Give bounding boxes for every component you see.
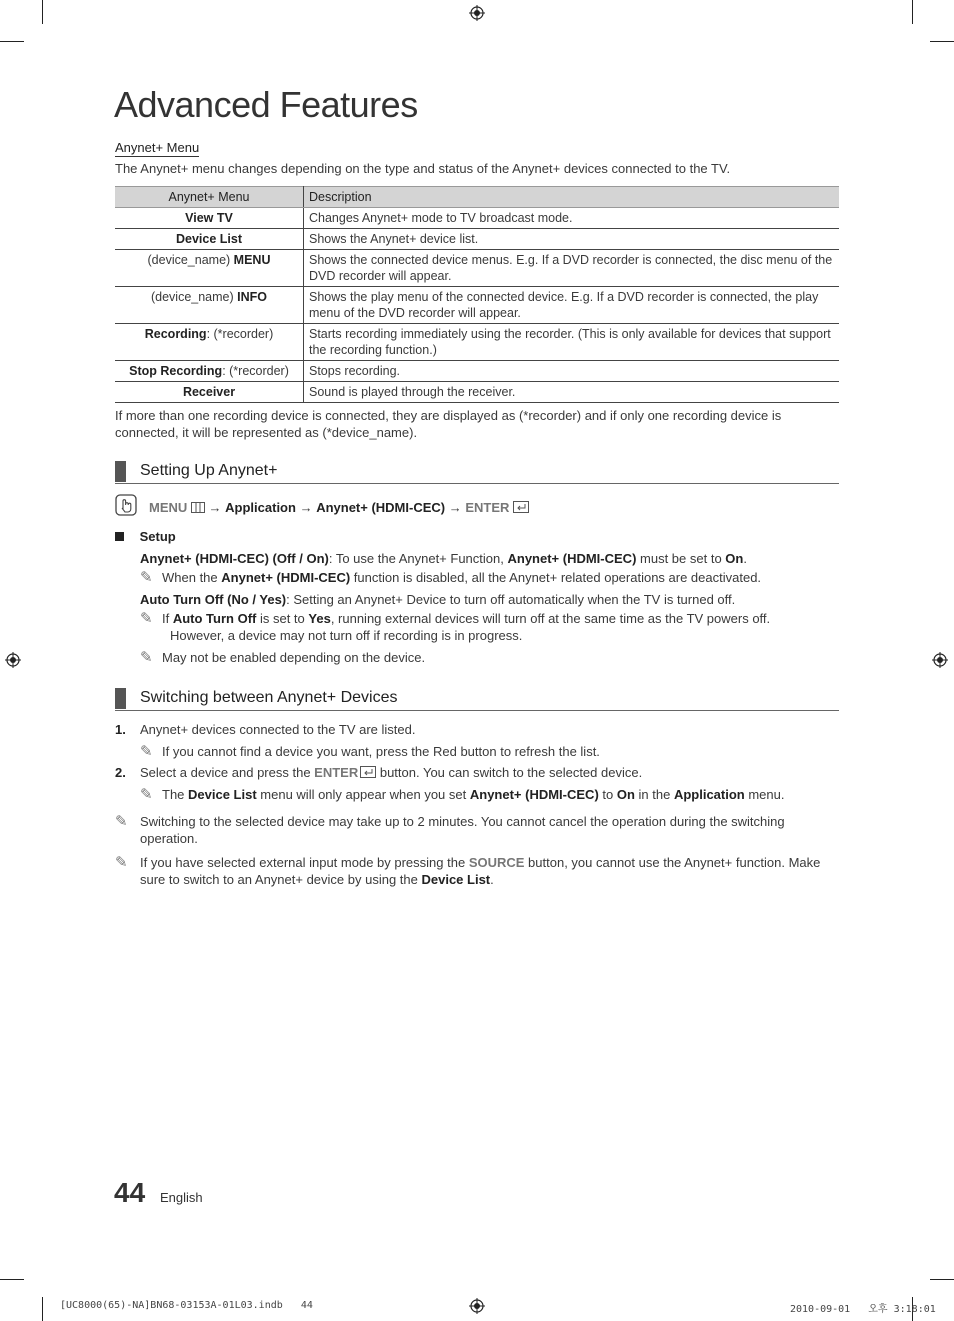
note-pencil-icon: ✎ (140, 786, 153, 803)
menu-name: View TV (185, 211, 233, 225)
registration-mark-icon (5, 652, 21, 668)
page-title: Advanced Features (114, 84, 418, 125)
crop-mark (42, 0, 43, 24)
enter-icon (360, 766, 376, 778)
section-header-setup (115, 461, 839, 484)
note-text: is set to (256, 611, 309, 626)
note-bold: Device List (421, 872, 491, 887)
note-a (115, 813, 785, 830)
menu-name: Device List (175, 232, 242, 246)
note-pencil-icon: ✎ (140, 743, 153, 760)
note-text: function is disabled, all the Anynet+ related operations are deactivated. (350, 570, 762, 585)
print-slug-right: 2010-09-01 오후 3:18:01 (790, 1304, 936, 1315)
option-bold: Anynet+ (HDMI-CEC) (507, 551, 637, 566)
note-bold: Anynet+ (HDMI-CEC) (469, 787, 599, 802)
path-anynet: Anynet+ (HDMI-CEC) (316, 500, 446, 515)
table-header: Description (304, 187, 840, 208)
enter-icon (513, 501, 529, 513)
note-bold: On (616, 787, 635, 802)
step-1-note (140, 743, 600, 760)
anynet-menu-table (115, 186, 839, 403)
remote-hand-icon (115, 494, 137, 516)
section-title: Switching between Anynet+ Devices (140, 689, 398, 706)
menu-grid-icon (191, 502, 205, 513)
crop-mark (0, 1279, 24, 1280)
option-text: must be set to (636, 551, 726, 566)
table-cell-menu (115, 382, 304, 403)
crop-mark (930, 1279, 954, 1280)
after-table-text: If more than one recording device is connected, they are displayed as (*recorder) and if only one recording device is connected, it will be represented as (*device_name). (115, 408, 782, 440)
table-cell-menu (115, 250, 304, 287)
table-header-row (115, 187, 839, 208)
note-bold: Auto Turn Off (172, 611, 257, 626)
hdmi-cec-option (140, 550, 747, 567)
step-text: button. You can switch to the selected device. (376, 765, 643, 780)
menu-name: Receiver (182, 385, 236, 399)
setup-bullet (115, 528, 176, 545)
enter-key: ENTER (314, 765, 359, 780)
note-text: in the (634, 787, 674, 802)
auto-off-note2 (140, 649, 425, 666)
note-text: If (162, 611, 173, 626)
note-pencil-icon: ✎ (115, 813, 128, 830)
menu-suffix: : (*recorder) (206, 327, 274, 341)
option-text: . (743, 551, 747, 566)
step-1 (115, 721, 415, 738)
note-text: If you have selected external input mode by pressing the (140, 855, 469, 870)
table-cell-desc: Changes Anynet+ mode to TV broadcast mode. (304, 208, 840, 229)
table-row (115, 250, 839, 287)
section-bar (115, 461, 126, 482)
note-pencil-icon: ✎ (140, 649, 153, 666)
step-2 (115, 764, 642, 781)
crop-mark (930, 41, 954, 42)
menu-suffix: : (*recorder) (222, 364, 289, 378)
square-bullet-icon (115, 532, 124, 541)
table-row (115, 324, 839, 361)
note-b (115, 854, 820, 871)
note-text: sure to switch to an Anynet+ device by using the (140, 872, 422, 887)
option-text: : To use the Anynet+ Function, (328, 551, 508, 566)
note-pencil-icon: ✎ (140, 569, 153, 586)
step-text: Anynet+ devices connected to the TV are listed. (140, 722, 416, 737)
auto-off-note-line2: However, a device may not turn off if recording is in progress. (170, 628, 523, 643)
hdmi-note (140, 569, 761, 586)
note-text: , running external devices will turn off at the same time as the TV powers off. (330, 611, 771, 626)
note-text: When the (162, 570, 222, 585)
note-bold: Application (673, 787, 745, 802)
step-2-note (140, 786, 784, 803)
table-cell-menu (115, 229, 304, 250)
note-text: If you cannot find a device you want, press the Red button to refresh the list. (162, 744, 600, 759)
print-slug-left: [UC8000(65)-NA]BN68-03153A-01L03.indb 44 (60, 1300, 313, 1311)
registration-mark-icon (469, 5, 485, 21)
note-bold: Device List (188, 787, 257, 802)
option-label: Auto Turn Off (No / Yes) (140, 592, 287, 607)
note-text: The (162, 787, 189, 802)
crop-mark (912, 0, 913, 24)
note-a-line2: operation. (140, 831, 198, 846)
arrow: → (208, 500, 222, 515)
table-cell-desc: Starts recording immediately using the recorder. (This is only available for devices that support the recording function.) (304, 324, 840, 361)
table-row (115, 208, 839, 229)
auto-off-option (140, 591, 735, 608)
option-text: : Setting an Anynet+ Device to turn off automatically when the TV is turned off. (286, 592, 736, 607)
crop-mark (0, 41, 24, 42)
note-text: May not be enabled depending on the device. (162, 650, 426, 665)
menu-prefix: (device_name) (150, 290, 238, 304)
page-number: 44 (114, 1177, 146, 1208)
enter-key: ENTER (465, 500, 510, 515)
table-cell-menu (115, 287, 304, 324)
table-row (115, 229, 839, 250)
step-number: 2. (115, 765, 126, 780)
path-application: Application (225, 500, 296, 515)
note-pencil-icon: ✎ (115, 854, 128, 871)
note-bold: Anynet+ (HDMI-CEC) (221, 570, 351, 585)
arrow: → (299, 500, 313, 515)
note-b-line2 (140, 871, 494, 888)
note-text: . (490, 872, 494, 887)
menu-name: MENU (233, 253, 271, 267)
table-cell-menu (115, 208, 304, 229)
section-bar (115, 688, 126, 709)
intro-text: The Anynet+ menu changes depending on the type and status of the Anynet+ devices connected to the TV. (115, 161, 731, 176)
source-key: SOURCE (468, 855, 525, 870)
menu-prefix: (device_name) (147, 253, 234, 267)
section-title: Setting Up Anynet+ (140, 462, 278, 479)
registration-mark-icon (469, 1298, 485, 1314)
menu-key: MENU (149, 500, 188, 515)
table-row (115, 287, 839, 324)
step-text: Select a device and press the (140, 765, 315, 780)
table-cell-menu (115, 361, 304, 382)
option-bold: On (725, 551, 744, 566)
note-pencil-icon: ✎ (140, 610, 153, 627)
note-text: menu will only appear when you set (256, 787, 470, 802)
table-cell-desc: Stops recording. (304, 361, 840, 382)
note-text: Switching to the selected device may take up to 2 minutes. You cannot cancel the operation during the switching (140, 814, 785, 829)
crop-mark (42, 1297, 43, 1321)
auto-off-note (140, 610, 770, 627)
note-text: button, you cannot use the Anynet+ function. Make (524, 855, 821, 870)
language-label: English (160, 1190, 203, 1205)
note-text: to (598, 787, 617, 802)
table-cell-desc: Sound is played through the receiver. (304, 382, 840, 403)
step-number: 1. (115, 722, 126, 737)
setup-label: Setup (139, 529, 176, 544)
note-text: menu. (744, 787, 785, 802)
registration-mark-icon (932, 652, 948, 668)
menu-name: Recording (144, 327, 207, 341)
table-header: Anynet+ Menu (115, 187, 304, 208)
table-row (115, 361, 839, 382)
table-cell-desc: Shows the play menu of the connected device. E.g. If a DVD recorder is connected, the play menu of the DVD recorder will appear. (304, 287, 840, 324)
menu-path (149, 499, 529, 516)
section-header-switch (115, 688, 839, 711)
table-cell-menu (115, 324, 304, 361)
table-cell-desc: Shows the connected device menus. E.g. If a DVD recorder is connected, the disc menu of the DVD recorder will appear. (304, 250, 840, 287)
menu-name: Stop Recording (129, 364, 223, 378)
table-row (115, 382, 839, 403)
subheading: Anynet+ Menu (115, 140, 200, 155)
table-cell-desc: Shows the Anynet+ device list. (304, 229, 840, 250)
arrow: → (448, 500, 462, 515)
option-label: Anynet+ (HDMI-CEC) (Off / On) (140, 551, 329, 566)
note-bold: Yes (308, 611, 331, 626)
menu-name: INFO (237, 290, 267, 304)
